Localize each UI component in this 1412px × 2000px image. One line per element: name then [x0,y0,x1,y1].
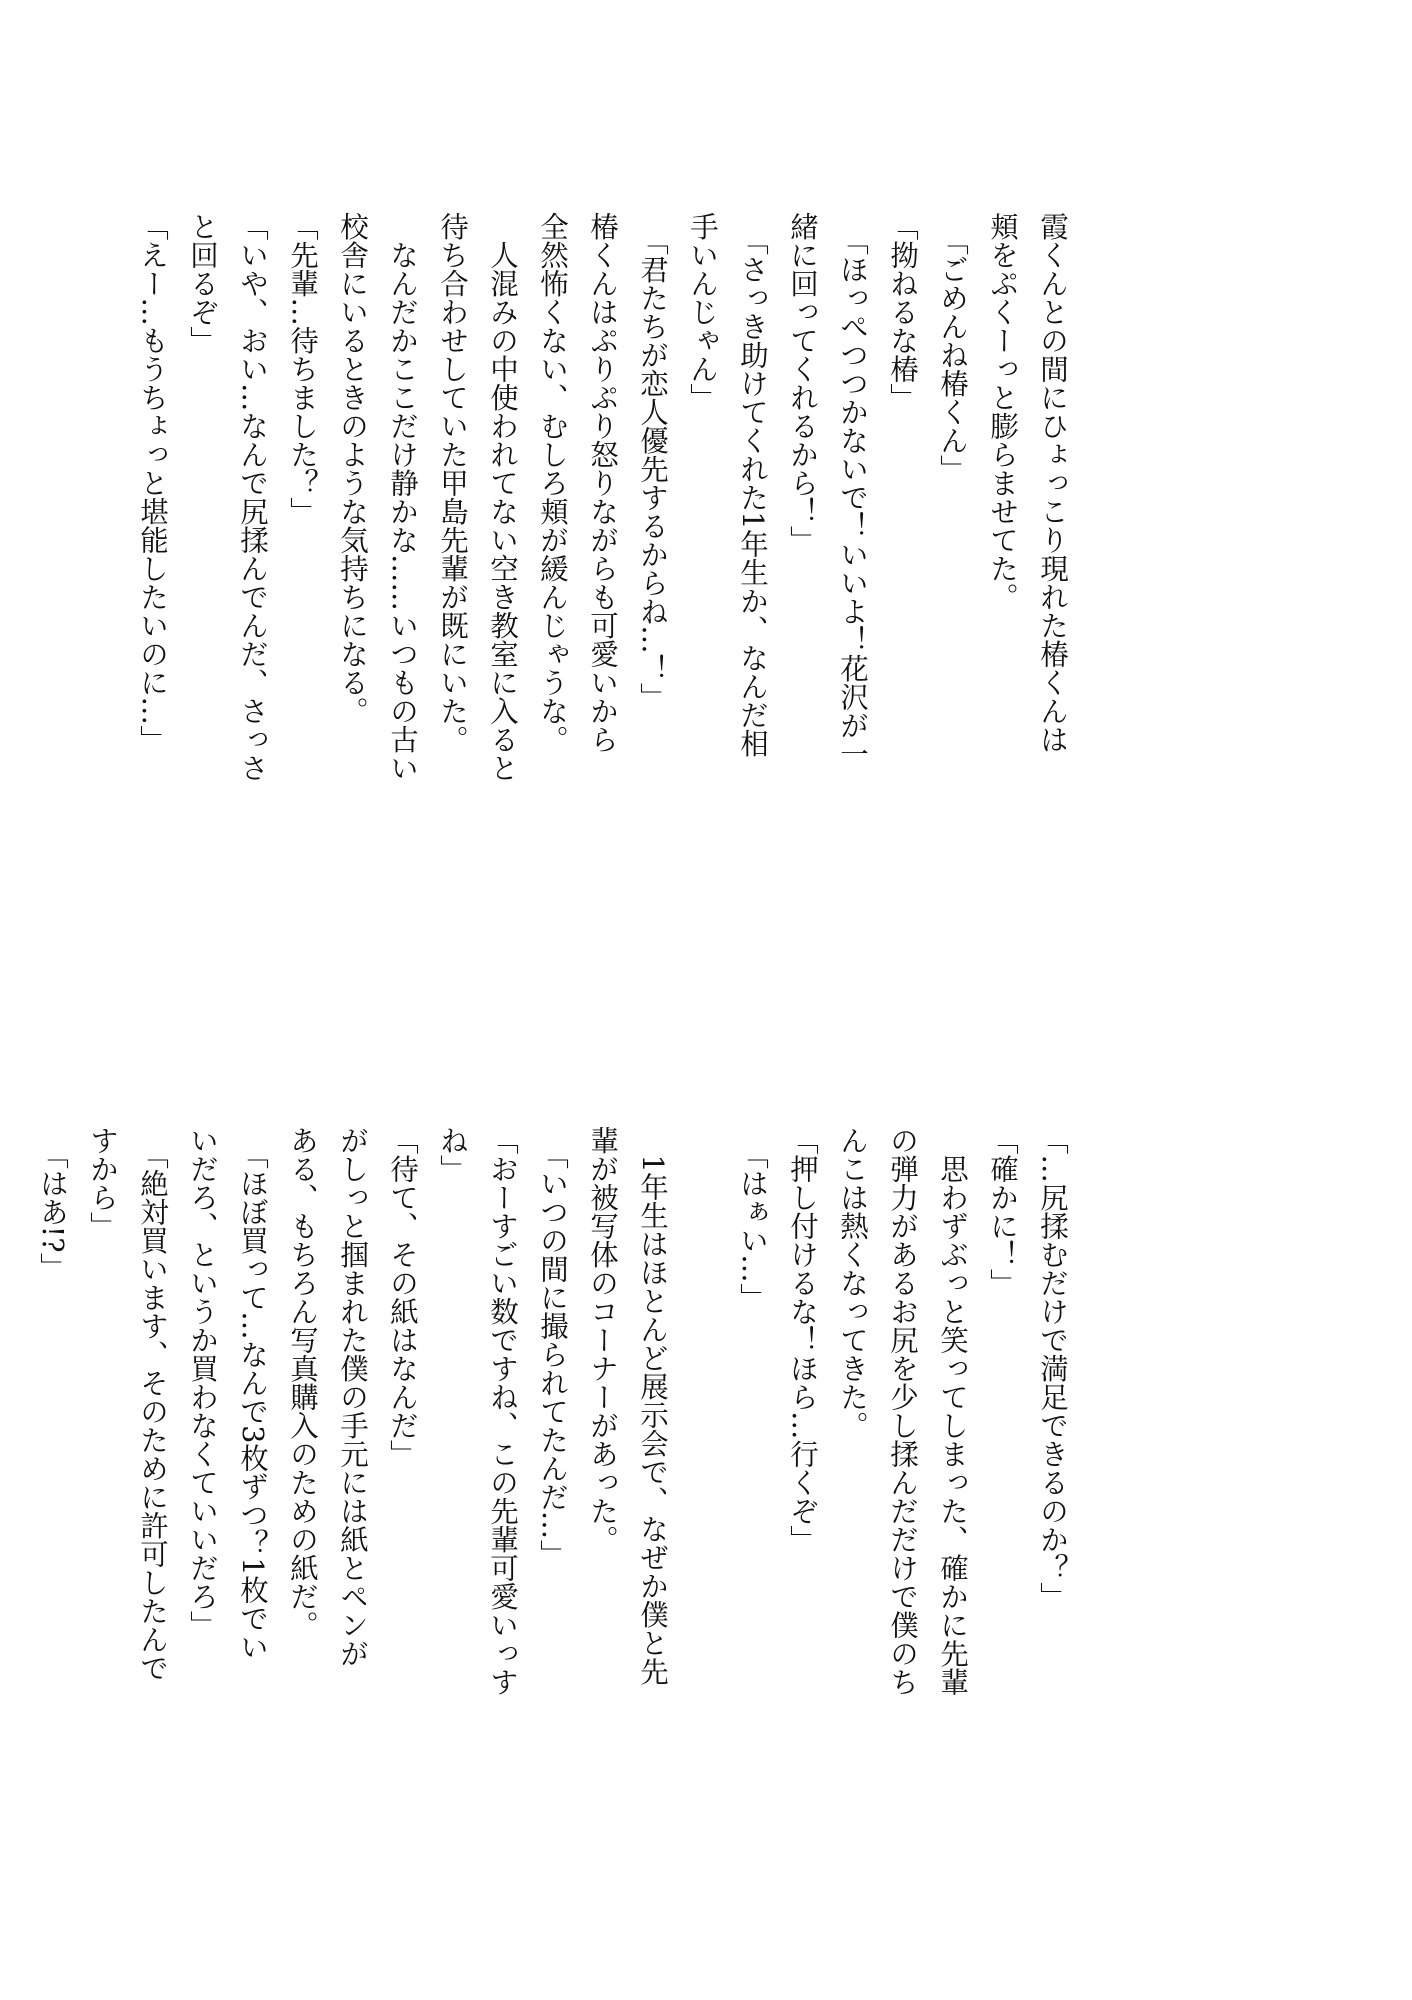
text-line: 「はあ!?」 [36,1126,69,1281]
text-line: の弾力があるお尻を少し揉んだだけで僕のち [886,1126,919,1696]
text-line: 「ほっぺつつかないで！いいよ！花沢が一 [836,212,869,768]
text-line [677,1126,727,1696]
text-line: 緒に回ってくれるから！」 [786,212,819,554]
text-line: 「いつの間に撮られてたんだ…」 [536,1126,569,1568]
text-line: ある、もちろん写真購入のための紙だ。 [286,1126,319,1639]
text-line: 「…尻揉むだけで満足できるのか？」 [1036,1126,1069,1611]
upper-text-block [127,212,1077,782]
text-line: 「ほぼ買って…なんで3枚ずつ？1枚でい [236,1126,269,1662]
text-line: 「待て、その紙はなんだ」 [386,1126,419,1468]
text-line: 「先輩…待ちました？」 [286,212,319,526]
text-line: 「えー…もうちょっと堪能したいのに…」 [136,212,169,754]
text-line: 1年生はほとんど展示会で、なぜか僕と先 [636,1126,669,1686]
text-line: 思わずぶっと笑ってしまった、確かに先輩 [936,1126,969,1696]
text-line: 「押し付けるな！ほら…行くぞ」 [786,1126,819,1554]
text-line: なんだかここだけ静かな……いつもの古い [386,212,419,782]
text-line: 頬をぷくーっと膨らませてた。 [986,212,1019,611]
text-line: 「絶対買います、そのために許可したんで [136,1126,169,1682]
text-line: 待ち合わせしていた甲島先輩が既にいた。 [436,212,469,754]
text-line: 輩が被写体のコーナーがあった。 [586,1126,619,1554]
text-line: 「君たちが恋人優先するからね…！」 [636,212,669,711]
text-line: がしっと掴まれた僕の手元には紙とペンが [336,1126,369,1668]
text-line: 「おーすごい数ですね、この先輩可愛いっす [486,1126,519,1696]
text-line: んこは熱くなってきた。 [836,1126,869,1440]
text-line: 全然怖くない、むしろ頬が緩んじゃうな。 [536,212,569,754]
text-line: ね」 [436,1126,469,1183]
text-line: 「さっき助けてくれた1年生か、なんだ相 [736,212,769,758]
text-line: 椿くんはぷりぷり怒りながらも可愛いから [586,212,619,754]
text-line: 「いや、おい…なんで尻揉んでんだ、さっさ [236,212,269,782]
text-line: 校舎にいるときのような気持ちになる。 [336,212,369,725]
text-line: 「拗ねるな椿」 [886,212,919,412]
text-line: いだろ、というか買わなくていいだろ」 [186,1126,219,1639]
text-line: 霞くんとの間にひょっこり現れた椿くんは [1036,212,1069,754]
lower-text-block [27,1126,1077,1696]
text-line: 人混みの中使われてない空き教室に入ると [486,212,519,782]
text-line: 「確かに！」 [986,1126,1019,1297]
text-line: と回るぞ」 [186,212,219,355]
text-line: 手いんじゃん」 [686,212,719,412]
text-line: すから」 [86,1126,119,1240]
text-line: 「はぁい…」 [736,1126,769,1312]
text-line: 「ごめんね椿くん」 [936,212,969,483]
